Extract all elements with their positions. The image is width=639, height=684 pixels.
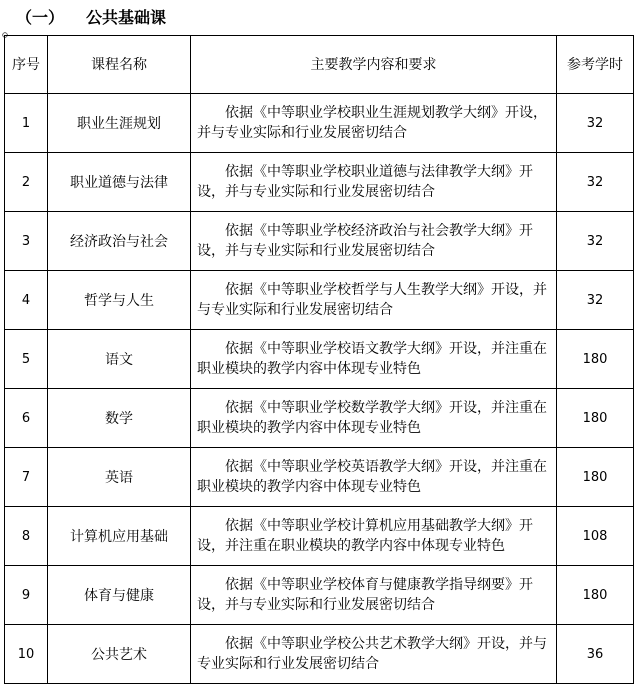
row-index: 2 <box>5 153 48 212</box>
section-number: （一） <box>16 7 65 27</box>
table-row <box>5 271 634 330</box>
row-index: 4 <box>5 271 48 330</box>
table-row <box>5 389 634 448</box>
row-hours: 180 <box>557 330 634 389</box>
row-hours: 180 <box>557 448 634 507</box>
header-hours: 参考学时 <box>557 36 634 94</box>
row-course-name: 语文 <box>48 330 191 389</box>
row-hours: 180 <box>557 566 634 625</box>
row-hours: 36 <box>557 625 634 684</box>
row-content: 依据《中等职业学校哲学与人生教学大纲》开设，并与专业实际和行业发展密切结合 <box>191 271 557 330</box>
table-row <box>5 507 634 566</box>
row-hours: 180 <box>557 389 634 448</box>
row-course-name: 英语 <box>48 448 191 507</box>
row-index: 3 <box>5 212 48 271</box>
row-hours: 32 <box>557 94 634 153</box>
table-row <box>5 625 634 684</box>
row-content: 依据《中等职业学校计算机应用基础教学大纲》开设，并注重在职业模块的教学内容中体现专业特色 <box>191 507 557 566</box>
table-row <box>5 94 634 153</box>
row-content: 依据《中等职业学校公共艺术教学大纲》开设，并与专业实际和行业发展密切结合 <box>191 625 557 684</box>
row-course-name: 职业生涯规划 <box>48 94 191 153</box>
section-heading <box>16 2 166 30</box>
row-course-name: 职业道德与法律 <box>48 153 191 212</box>
row-content: 依据《中等职业学校职业生涯规划教学大纲》开设，并与专业实际和行业发展密切结合 <box>191 94 557 153</box>
table-row <box>5 566 634 625</box>
row-index: 1 <box>5 94 48 153</box>
row-content: 依据《中等职业学校职业道德与法律教学大纲》开设，并与专业实际和行业发展密切结合 <box>191 153 557 212</box>
row-hours: 32 <box>557 153 634 212</box>
course-table <box>4 35 634 684</box>
row-index: 9 <box>5 566 48 625</box>
row-course-name: 公共艺术 <box>48 625 191 684</box>
row-index: 5 <box>5 330 48 389</box>
table-row <box>5 153 634 212</box>
row-content: 依据《中等职业学校语文教学大纲》开设，并注重在职业模块的教学内容中体现专业特色 <box>191 330 557 389</box>
header-index: 序号 <box>5 36 48 94</box>
row-hours: 32 <box>557 212 634 271</box>
row-index: 8 <box>5 507 48 566</box>
row-index: 6 <box>5 389 48 448</box>
row-course-name: 体育与健康 <box>48 566 191 625</box>
row-content: 依据《中等职业学校经济政治与社会教学大纲》开设，并与专业实际和行业发展密切结合 <box>191 212 557 271</box>
row-course-name: 数学 <box>48 389 191 448</box>
table-row <box>5 212 634 271</box>
row-course-name: 计算机应用基础 <box>48 507 191 566</box>
table-row <box>5 330 634 389</box>
row-content: 依据《中等职业学校英语教学大纲》开设，并注重在职业模块的教学内容中体现专业特色 <box>191 448 557 507</box>
row-hours: 32 <box>557 271 634 330</box>
header-content: 主要教学内容和要求 <box>191 36 557 94</box>
row-index: 10 <box>5 625 48 684</box>
table-row <box>5 448 634 507</box>
row-content: 依据《中等职业学校数学教学大纲》开设，并注重在职业模块的教学内容中体现专业特色 <box>191 389 557 448</box>
row-hours: 108 <box>557 507 634 566</box>
row-course-name: 哲学与人生 <box>48 271 191 330</box>
section-title: 公共基础课 <box>86 7 167 27</box>
header-course-name: 课程名称 <box>48 36 191 94</box>
row-index: 7 <box>5 448 48 507</box>
row-content: 依据《中等职业学校体育与健康教学指导纲要》开设，并与专业实际和行业发展密切结合 <box>191 566 557 625</box>
row-course-name: 经济政治与社会 <box>48 212 191 271</box>
table-header-row <box>5 36 634 94</box>
